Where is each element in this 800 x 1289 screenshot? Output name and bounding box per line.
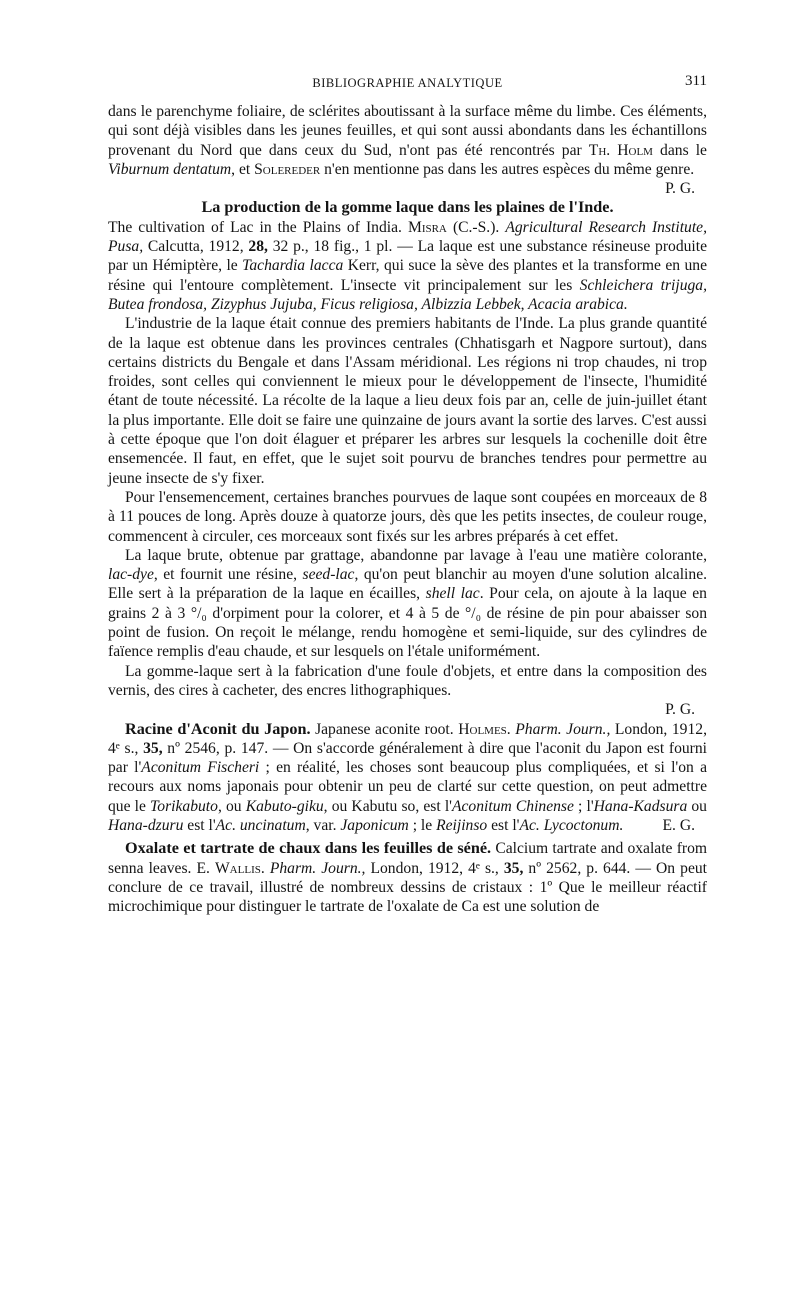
oxalate-paragraph: Oxalate et tartrate de chaux dans les feuilles de séné. Calcium tartrate and oxalate from senna leaves. E. Wallis. Pharm. Journ., London, 1912, 4ᵉ s., 35, nº 2562, p. 644. — On peut conclure de ce travail, illustré de nombreux dessins de cristaux : 1º Que le meilleur réactif microchimique pour distinguer le tartrate de l'oxalate de Ca est une solution de <box>108 839 708 916</box>
species-tachardia: Tachardia lacca <box>242 257 344 275</box>
journal-title: Pharm. Journ., <box>515 720 611 738</box>
running-head-title: BIBLIOGRAPHIE ANALYTIQUE <box>312 76 503 90</box>
lac-paragraph-2: L'industrie de la laque était connue des premiers habitants de l'Inde. La plus grande quantité de la laque est obtenue dans les provinces centrales (Chhatisgarh et Nagpore surtout), dans certains districts du Bengale et dans l'Assam méridional. Les régions ni trop chaudes, ni trop froides, sont celles qui conviennent le mieux pour le développement de l'insecte, l'humidité étant de toute nécessité. La récolte de la laque a lieu deux fois par an, celle de juin-juillet étant la plus importante. Elle doit se faire une quinzaine de jours avant la sortie des larves. C'est aussi à cette époque que l'on doit élaguer et préparer les arbres sur lesquels la cochenille doit être ensemencée. Il faut, en effet, que le sujet soit pourvu de branches tendres pour permettre au jeune insecte de s'y fixer. <box>108 315 707 487</box>
term-shell-lac: shell lac <box>425 585 480 603</box>
volume-number: 28, <box>248 238 268 256</box>
article-title-oxalate: Oxalate et tartrate de chaux dans les feuilles de séné. <box>125 839 492 858</box>
author-holm: Th. Holm <box>588 141 653 159</box>
author-misra: Misra <box>407 218 447 236</box>
article-title-aconit: Racine d'Aconit du Japon. <box>125 719 311 738</box>
term-lac-dye: lac-dye <box>108 566 154 584</box>
journal-title: Pharm. Journ., <box>269 859 366 877</box>
page-number: 311 <box>685 73 707 89</box>
species-viburnum: Viburnum dentatum <box>108 160 232 178</box>
lac-paragraph-4: La laque brute, obtenue par grattage, abandonne par lavage à l'eau une matière colorante, lac-dye, et fournit une résine, seed-lac, qu'on peut blanchir au moyen d'une solution alcaline. Elle sert à la préparation de la laque en écailles, shell lac. Pour cela, on ajoute à la laque en grains 2 à 3 °/₀ d'orpiment pour la colorer, et 4 à 5 de °/₀ de résine de pin pour abaisser son point de fusion. On reçoit le mélange, rendu homogène et semi-liquide, sur des cylindres de faïence remplis d'eau chaude, et sur lesquels on l'étale uniformément. <box>108 546 708 661</box>
journal-title: Agricultural Research Institute, Pusa, <box>108 218 707 256</box>
article-title-lac: La production de la gomme laque dans les plaines de l'Inde. <box>201 198 614 217</box>
author-wallis: Wallis <box>214 859 261 877</box>
term-seed-lac: seed-lac <box>302 566 355 584</box>
lac-paragraph-1: The cultivation of Lac in the Plains of India. Misra (C.-S.). Agricultural Research Institute, Pusa, Calcutta, 1912, 28, 32 p., 18 fig., 1 pl. — La laque est une substance résineuse produite par un Hémiptère, le Tachardia lacca Kerr, qui suce la sève des plantes et la transforme en une résine qui l'entoure complètement. L'insecte vit principalement sur les Schleichera trijuga, Butea frondosa, Zizyphus Jujuba, Ficus religiosa, Albizzia Lebbek, Acacia arabica. <box>108 218 708 313</box>
running-head <box>108 74 707 96</box>
volume-number: 35, <box>503 859 524 877</box>
signature: P. G. <box>665 701 695 719</box>
aconit-paragraph: Racine d'Aconit du Japon. Japanese aconite root. Holmes. Pharm. Journ., London, 1912, 4ᵉ s., 35, nº 2546, p. 147. — On s'accorde généralement à dire que l'aconit du Japon est fourni par l'Aconitum Fischeri ; en réalité, les choses sont beaucoup plus compliquées, et si l'on a recours aux noms japonais pour obtenir un peu de clarté sur cette question, on peut admettre que le Torikabuto, ou Kabuto-giku, ou Kabutu so, est l'Aconitum Chinense ; l'Hana-Kadsura ou Hana-dzuru est l'Ac. uncinatum, var. Japonicum ; le Reijinso est l'Ac. Lycoctonum. E. G. <box>108 719 707 834</box>
continuation-paragraph: dans le parenchyme foliaire, de sclérites aboutissant à la surface même du limbe. Ces éléments, qui sont déjà visibles dans les jeunes feuilles, et qui sont aussi abondants dans les échantillons provenant du Nord que dans ceux du Sud, n'ont pas été rencontrés par Th. Holm dans le Viburnum dentatum, et Solereder n'en mentionne pas dans les autres espèces du même genre. <box>108 103 707 178</box>
author-solereder: Solereder <box>254 160 321 178</box>
host-plants: Schleichera trijuga, Butea frondosa, Zizyphus Jujuba, Ficus religiosa, Albizzia Lebbek, Acacia arabica. <box>108 276 708 313</box>
signature: E. G. <box>662 816 695 834</box>
author-holmes: Holmes <box>458 720 507 738</box>
signature: P. G. <box>665 180 695 198</box>
lac-paragraph-5: La gomme-laque sert à la fabrication d'une foule d'objets, et entre dans la composition des vernis, des cires à cacheter, des encres lithographiques. <box>108 662 707 699</box>
lac-paragraph-3: Pour l'ensemencement, certaines branches pourvues de laque sont coupées en morceaux de 8 à 11 pouces de long. Après douze à quatorze jours, dès que les petits insectes, de couleur rouge, commencent à circuler, ces morceaux sont fixés sur les arbres préparés à cet effet. <box>108 488 707 545</box>
volume-number: 35, <box>143 739 163 757</box>
